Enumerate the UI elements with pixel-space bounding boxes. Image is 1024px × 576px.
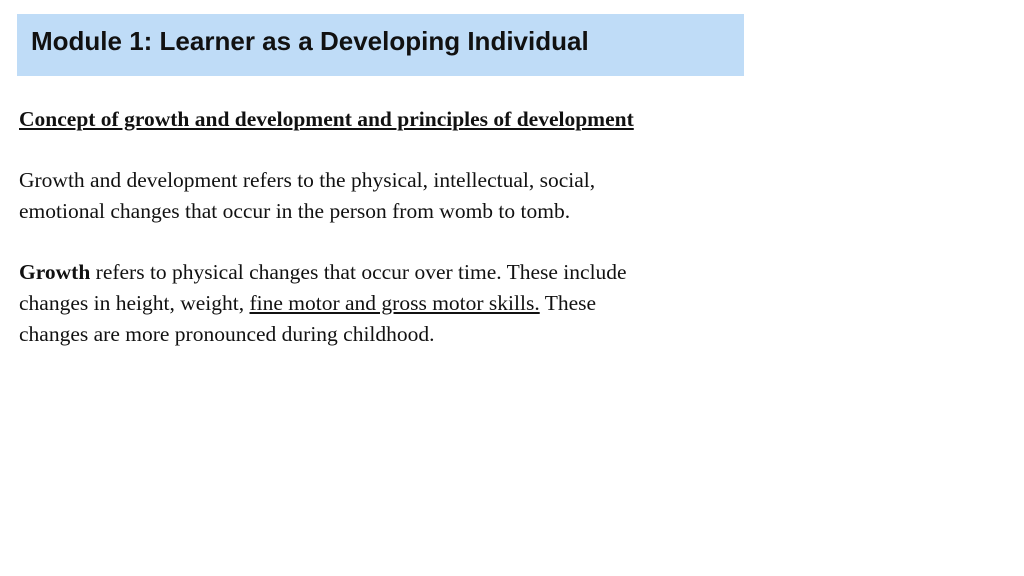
paragraph-growth [19, 257, 779, 350]
slide-body [19, 104, 779, 380]
paragraph-line: Growth and development refers to the physical, intellectual, social, [19, 168, 596, 192]
paragraph-text: refers to physical changes that occur over time. These include [90, 260, 627, 284]
title-banner [17, 14, 744, 76]
paragraph-growth-and-development [19, 165, 779, 227]
paragraph-line: emotional changes that occur in the person from womb to tomb. [19, 199, 571, 223]
paragraph-text: changes are more pronounced during childhood. [19, 322, 435, 346]
growth-term: Growth [19, 260, 91, 284]
paragraph-text: These [539, 291, 597, 315]
underlined-motor-skills: fine motor and gross motor skills. [249, 291, 540, 315]
slide-title: Module 1: Learner as a Developing Individual [31, 25, 589, 56]
section-heading: Concept of growth and development and principles of development [19, 107, 634, 131]
paragraph-text: changes in height, weight, [19, 291, 250, 315]
